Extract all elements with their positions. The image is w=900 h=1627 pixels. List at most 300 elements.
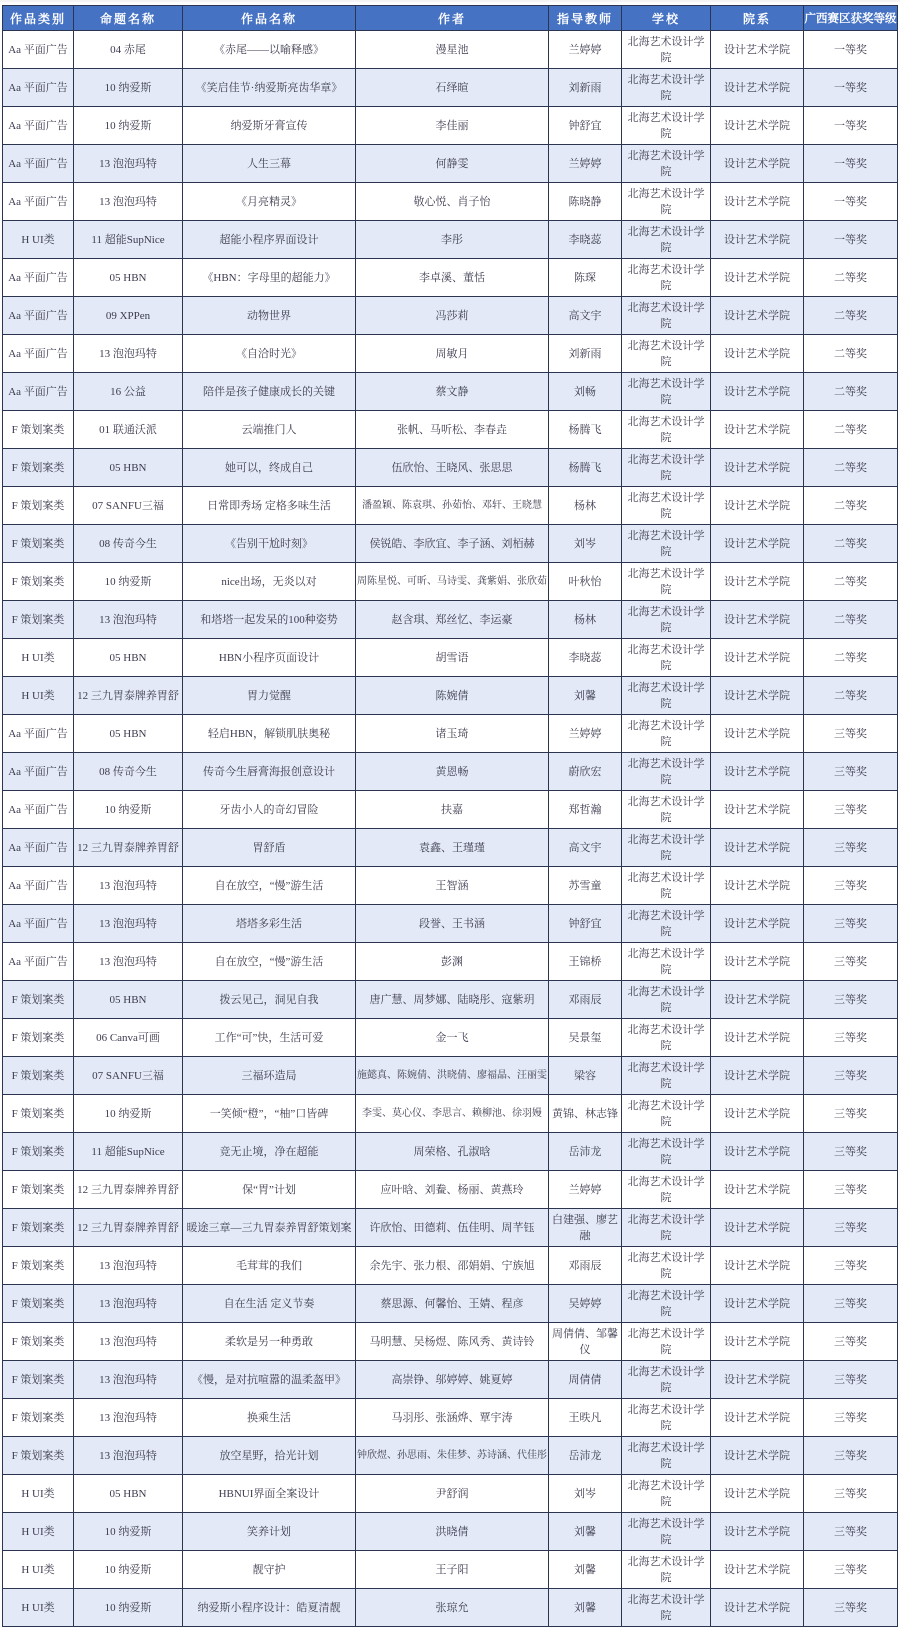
cell-category: F 策划案类 [3,411,74,449]
cell-teacher: 邓雨辰 [549,981,622,1019]
cell-award-level: 三等奖 [804,1019,898,1057]
cell-award-level: 三等奖 [804,1209,898,1247]
cell-award-level: 二等奖 [804,487,898,525]
cell-work-title: 传奇今生唇膏海报创意设计 [183,753,356,791]
cell-proposition: 10 纳爱斯 [74,1513,183,1551]
cell-proposition: 13 泡泡玛特 [74,905,183,943]
cell-work-title: 竞无止境，净在超能 [183,1133,356,1171]
cell-teacher: 刘馨 [549,1513,622,1551]
cell-award-level: 三等奖 [804,1361,898,1399]
cell-department: 设计艺术学院 [711,943,804,981]
table-row [3,411,898,449]
cell-department: 设计艺术学院 [711,677,804,715]
table-row [3,715,898,753]
cell-award-level: 三等奖 [804,943,898,981]
cell-award-level: 二等奖 [804,373,898,411]
cell-category: Aa 平面广告 [3,259,74,297]
cell-teacher: 白建强、廖艺融 [549,1209,622,1247]
cell-category: F 策划案类 [3,449,74,487]
header-cell-school: 学校 [622,6,711,31]
cell-department: 设计艺术学院 [711,791,804,829]
cell-award-level: 二等奖 [804,563,898,601]
cell-authors: 钟欣煜、孙思雨、朱佳梦、苏诗涵、代佳彤 [356,1437,549,1475]
table-row [3,563,898,601]
cell-work-title: 放空星野，拾光计划 [183,1437,356,1475]
cell-teacher: 高文宇 [549,297,622,335]
cell-category: H UI类 [3,1589,74,1627]
cell-work-title: 牙齿小人的奇幻冒险 [183,791,356,829]
cell-proposition: 13 泡泡玛特 [74,1399,183,1437]
cell-work-title: 拨云见己，洞见自我 [183,981,356,1019]
table-row [3,1171,898,1209]
table-row [3,107,898,145]
cell-department: 设计艺术学院 [711,107,804,145]
cell-department: 设计艺术学院 [711,1019,804,1057]
cell-proposition: 12 三九胃泰牌养胃舒 [74,829,183,867]
cell-school: 北海艺术设计学院 [622,601,711,639]
table-row [3,525,898,563]
cell-work-title: 换乘生活 [183,1399,356,1437]
cell-department: 设计艺术学院 [711,1133,804,1171]
cell-school: 北海艺术设计学院 [622,1019,711,1057]
cell-authors: 陈婉倩 [356,677,549,715]
cell-proposition: 12 三九胃泰牌养胃舒 [74,677,183,715]
cell-category: Aa 平面广告 [3,145,74,183]
table-row [3,1475,898,1513]
cell-teacher: 杨林 [549,601,622,639]
cell-category: H UI类 [3,221,74,259]
cell-school: 北海艺术设计学院 [622,905,711,943]
cell-work-title: 自在放空，“慢”游生活 [183,943,356,981]
cell-category: Aa 平面广告 [3,183,74,221]
table-row [3,1361,898,1399]
cell-school: 北海艺术设计学院 [622,1171,711,1209]
table-row [3,221,898,259]
cell-award-level: 二等奖 [804,525,898,563]
cell-category: F 策划案类 [3,1361,74,1399]
table-row [3,449,898,487]
cell-department: 设计艺术学院 [711,601,804,639]
cell-authors: 周陈星悦、可昕、马诗雯、龚紫娟、张欣茹 [356,563,549,601]
cell-school: 北海艺术设计学院 [622,259,711,297]
cell-teacher: 李晓蕊 [549,221,622,259]
table-row [3,1057,898,1095]
cell-authors: 马明慧、吴杨煜、陈风秀、黄诗铃 [356,1323,549,1361]
cell-school: 北海艺术设计学院 [622,829,711,867]
cell-work-title: 三福环造局 [183,1057,356,1095]
cell-department: 设计艺术学院 [711,259,804,297]
cell-school: 北海艺术设计学院 [622,411,711,449]
cell-authors: 蔡思源、何馨怡、王婧、程彦 [356,1285,549,1323]
cell-school: 北海艺术设计学院 [622,1589,711,1627]
cell-department: 设计艺术学院 [711,1323,804,1361]
cell-teacher: 李晓蕊 [549,639,622,677]
cell-category: Aa 平面广告 [3,31,74,69]
cell-proposition: 10 纳爱斯 [74,1095,183,1133]
cell-department: 设计艺术学院 [711,1589,804,1627]
cell-department: 设计艺术学院 [711,639,804,677]
cell-category: F 策划案类 [3,1437,74,1475]
cell-category: F 策划案类 [3,601,74,639]
cell-authors: 余先宇、张力根、邵娟娟、宁族旭 [356,1247,549,1285]
table-row [3,753,898,791]
cell-work-title: 《HBN：字母里的超能力》 [183,259,356,297]
cell-teacher: 兰婷婷 [549,31,622,69]
cell-award-level: 三等奖 [804,1247,898,1285]
cell-category: Aa 平面广告 [3,335,74,373]
cell-work-title: 笑养计划 [183,1513,356,1551]
cell-category: F 策划案类 [3,981,74,1019]
cell-department: 设计艺术学院 [711,69,804,107]
cell-proposition: 16 公益 [74,373,183,411]
cell-department: 设计艺术学院 [711,449,804,487]
cell-school: 北海艺术设计学院 [622,1133,711,1171]
cell-school: 北海艺术设计学院 [622,1361,711,1399]
cell-work-title: 人生三幕 [183,145,356,183]
cell-teacher: 梁容 [549,1057,622,1095]
cell-school: 北海艺术设计学院 [622,1323,711,1361]
cell-proposition: 12 三九胃泰牌养胃舒 [74,1209,183,1247]
cell-proposition: 13 泡泡玛特 [74,867,183,905]
cell-work-title: 工作“可”快，生活可爱 [183,1019,356,1057]
cell-authors: 张帆、马听松、李春垚 [356,411,549,449]
cell-proposition: 05 HBN [74,981,183,1019]
table-row [3,259,898,297]
header-cell-work: 作品名称 [183,6,356,31]
cell-category: F 策划案类 [3,1399,74,1437]
cell-department: 设计艺术学院 [711,1209,804,1247]
cell-school: 北海艺术设计学院 [622,31,711,69]
header-cell-category: 作品类别 [3,6,74,31]
cell-teacher: 杨腾飞 [549,411,622,449]
cell-school: 北海艺术设计学院 [622,791,711,829]
cell-department: 设计艺术学院 [711,563,804,601]
cell-teacher: 岳沛龙 [549,1437,622,1475]
header-row [3,6,898,31]
cell-teacher: 杨林 [549,487,622,525]
cell-category: F 策划案类 [3,563,74,601]
cell-school: 北海艺术设计学院 [622,867,711,905]
table-row [3,943,898,981]
cell-school: 北海艺术设计学院 [622,183,711,221]
cell-award-level: 二等奖 [804,259,898,297]
cell-proposition: 04 赤尾 [74,31,183,69]
header-cell-proposition: 命题名称 [74,6,183,31]
cell-school: 北海艺术设计学院 [622,753,711,791]
table-row [3,487,898,525]
table-row [3,69,898,107]
cell-work-title: 柔软是另一种勇敢 [183,1323,356,1361]
cell-teacher: 周倩倩、邹馨仪 [549,1323,622,1361]
cell-authors: 李佳丽 [356,107,549,145]
cell-work-title: 纳爱斯小程序设计：皓夏清靓 [183,1589,356,1627]
cell-authors: 石绎暄 [356,69,549,107]
cell-award-level: 三等奖 [804,1437,898,1475]
cell-authors: 马羽彤、张涵烨、覃宇涛 [356,1399,549,1437]
table-row [3,31,898,69]
cell-work-title: 日常即秀场 定格多味生活 [183,487,356,525]
cell-authors: 侯锐皓、李欣宜、李子涵、刘栢赫 [356,525,549,563]
cell-award-level: 二等奖 [804,297,898,335]
cell-proposition: 11 超能SupNice [74,221,183,259]
cell-department: 设计艺术学院 [711,753,804,791]
cell-category: F 策划案类 [3,1323,74,1361]
cell-school: 北海艺术设计学院 [622,1551,711,1589]
cell-department: 设计艺术学院 [711,411,804,449]
cell-school: 北海艺术设计学院 [622,1399,711,1437]
cell-authors: 王子阳 [356,1551,549,1589]
cell-department: 设计艺术学院 [711,183,804,221]
cell-proposition: 13 泡泡玛特 [74,1285,183,1323]
cell-authors: 伍欣怡、王晓风、张思思 [356,449,549,487]
table-row [3,1209,898,1247]
cell-award-level: 一等奖 [804,183,898,221]
cell-authors: 诸玉琦 [356,715,549,753]
cell-proposition: 13 泡泡玛特 [74,183,183,221]
cell-proposition: 05 HBN [74,449,183,487]
cell-work-title: 保“胃”计划 [183,1171,356,1209]
cell-authors: 敬心悦、肖子怡 [356,183,549,221]
cell-award-level: 二等奖 [804,449,898,487]
cell-work-title: 暖途三章—三九胃泰养胃舒策划案 [183,1209,356,1247]
table-row [3,373,898,411]
cell-award-level: 二等奖 [804,677,898,715]
cell-work-title: 自在放空，“慢”游生活 [183,867,356,905]
cell-award-level: 三等奖 [804,715,898,753]
cell-category: Aa 平面广告 [3,715,74,753]
cell-school: 北海艺术设计学院 [622,943,711,981]
cell-work-title: 毛茸茸的我们 [183,1247,356,1285]
cell-school: 北海艺术设计学院 [622,335,711,373]
cell-award-level: 二等奖 [804,601,898,639]
cell-department: 设计艺术学院 [711,715,804,753]
cell-proposition: 10 纳爱斯 [74,563,183,601]
cell-school: 北海艺术设计学院 [622,107,711,145]
cell-award-level: 三等奖 [804,1551,898,1589]
cell-department: 设计艺术学院 [711,1285,804,1323]
cell-award-level: 三等奖 [804,981,898,1019]
table-row [3,1247,898,1285]
cell-category: F 策划案类 [3,1019,74,1057]
cell-department: 设计艺术学院 [711,1437,804,1475]
cell-work-title: 陪伴是孩子健康成长的关键 [183,373,356,411]
cell-authors: 赵含琪、郑丝忆、李运豪 [356,601,549,639]
cell-work-title: 《笑启佳节·纳爱斯亮齿华章》 [183,69,356,107]
cell-proposition: 13 泡泡玛特 [74,1437,183,1475]
cell-work-title: 动物世界 [183,297,356,335]
cell-department: 设计艺术学院 [711,1399,804,1437]
cell-award-level: 三等奖 [804,1285,898,1323]
cell-teacher: 王昳凡 [549,1399,622,1437]
header-cell-department: 院系 [711,6,804,31]
cell-proposition: 13 泡泡玛特 [74,1247,183,1285]
cell-school: 北海艺术设计学院 [622,449,711,487]
cell-work-title: 一笑倾“橙”，“柚”口皆碑 [183,1095,356,1133]
cell-award-level: 三等奖 [804,1171,898,1209]
cell-authors: 李卓溪、董恬 [356,259,549,297]
cell-teacher: 兰婷婷 [549,1171,622,1209]
cell-category: F 策划案类 [3,1209,74,1247]
cell-work-title: 超能小程序界面设计 [183,221,356,259]
cell-authors: 周荣格、孔淑晗 [356,1133,549,1171]
cell-category: Aa 平面广告 [3,791,74,829]
table-row [3,677,898,715]
cell-department: 设计艺术学院 [711,905,804,943]
cell-proposition: 06 Canva可画 [74,1019,183,1057]
table-row [3,601,898,639]
header-cell-authors: 作者 [356,6,549,31]
cell-teacher: 吴婷婷 [549,1285,622,1323]
cell-authors: 黄恩畅 [356,753,549,791]
cell-authors: 蔡文静 [356,373,549,411]
cell-authors: 冯莎莉 [356,297,549,335]
cell-school: 北海艺术设计学院 [622,1437,711,1475]
cell-teacher: 刘岑 [549,1475,622,1513]
cell-teacher: 杨腾飞 [549,449,622,487]
cell-school: 北海艺术设计学院 [622,69,711,107]
cell-department: 设计艺术学院 [711,1247,804,1285]
cell-department: 设计艺术学院 [711,1361,804,1399]
cell-category: Aa 平面广告 [3,905,74,943]
cell-department: 设计艺术学院 [711,867,804,905]
cell-category: H UI类 [3,677,74,715]
cell-authors: 洪晓倩 [356,1513,549,1551]
cell-teacher: 邓雨辰 [549,1247,622,1285]
cell-award-level: 三等奖 [804,791,898,829]
cell-teacher: 高文宇 [549,829,622,867]
cell-school: 北海艺术设计学院 [622,1285,711,1323]
cell-award-level: 三等奖 [804,1323,898,1361]
table-row [3,791,898,829]
table-row [3,981,898,1019]
cell-category: F 策划案类 [3,1133,74,1171]
cell-work-title: 和塔塔一起发呆的100种姿势 [183,601,356,639]
cell-work-title: 《赤尾——以喻释感》 [183,31,356,69]
cell-school: 北海艺术设计学院 [622,1513,711,1551]
cell-authors: 高崇铮、邬婷婷、姚夏婷 [356,1361,549,1399]
header-cell-award-level: 广西赛区获奖等级 [804,6,898,31]
table-row [3,639,898,677]
cell-award-level: 二等奖 [804,639,898,677]
cell-proposition: 13 泡泡玛特 [74,601,183,639]
cell-teacher: 郑哲瀚 [549,791,622,829]
cell-department: 设计艺术学院 [711,1095,804,1133]
cell-work-title: 轻启HBN，解锁肌肤奥秘 [183,715,356,753]
table-row [3,1133,898,1171]
cell-proposition: 08 传奇今生 [74,525,183,563]
cell-category: Aa 平面广告 [3,943,74,981]
cell-school: 北海艺术设计学院 [622,221,711,259]
cell-teacher: 钟舒宜 [549,107,622,145]
cell-award-level: 一等奖 [804,31,898,69]
cell-authors: 金一飞 [356,1019,549,1057]
table-row [3,1399,898,1437]
cell-department: 设计艺术学院 [711,1057,804,1095]
cell-teacher: 兰婷婷 [549,715,622,753]
cell-teacher: 叶秋怡 [549,563,622,601]
cell-category: Aa 平面广告 [3,69,74,107]
cell-category: F 策划案类 [3,1171,74,1209]
cell-teacher: 刘畅 [549,373,622,411]
cell-teacher: 刘馨 [549,1551,622,1589]
cell-category: Aa 平面广告 [3,829,74,867]
cell-authors: 潘盈颖、陈袁琪、孙茹怡、邓轩、王晓慧 [356,487,549,525]
cell-authors: 施懿真、陈婉倩、洪晓倩、廖福晶、汪丽雯 [356,1057,549,1095]
cell-authors: 张琼允 [356,1589,549,1627]
table-row [3,905,898,943]
cell-proposition: 05 HBN [74,639,183,677]
table-row [3,1323,898,1361]
table-body [3,31,898,1627]
cell-proposition: 07 SANFU三福 [74,1057,183,1095]
cell-teacher: 钟舒宜 [549,905,622,943]
cell-department: 设计艺术学院 [711,487,804,525]
cell-work-title: 《月亮精灵》 [183,183,356,221]
cell-work-title: 胃舒盾 [183,829,356,867]
cell-authors: 漫星池 [356,31,549,69]
cell-proposition: 13 泡泡玛特 [74,1323,183,1361]
cell-category: Aa 平面广告 [3,297,74,335]
cell-proposition: 10 纳爱斯 [74,1589,183,1627]
cell-authors: 应叶晗、刘鲞、杨丽、黄燕玲 [356,1171,549,1209]
cell-authors: 唐广慧、周梦娜、陆晓彤、寇紫玥 [356,981,549,1019]
cell-teacher: 黄锦、林志锋 [549,1095,622,1133]
cell-category: F 策划案类 [3,1285,74,1323]
cell-category: F 策划案类 [3,487,74,525]
cell-award-level: 三等奖 [804,1095,898,1133]
cell-teacher: 刘新雨 [549,335,622,373]
cell-teacher: 蔚欣宏 [549,753,622,791]
table-row [3,1437,898,1475]
cell-work-title: 她可以，终成自己 [183,449,356,487]
cell-school: 北海艺术设计学院 [622,297,711,335]
cell-school: 北海艺术设计学院 [622,145,711,183]
cell-school: 北海艺术设计学院 [622,981,711,1019]
cell-teacher: 陈琛 [549,259,622,297]
cell-department: 设计艺术学院 [711,373,804,411]
cell-teacher: 王锦桥 [549,943,622,981]
cell-award-level: 二等奖 [804,411,898,449]
cell-proposition: 10 纳爱斯 [74,1551,183,1589]
cell-category: Aa 平面广告 [3,867,74,905]
cell-work-title: HBN小程序页面设计 [183,639,356,677]
cell-teacher: 刘岑 [549,525,622,563]
cell-teacher: 兰婷婷 [549,145,622,183]
cell-authors: 李雯、莫心仪、李思言、赖柳池、徐羽嫚 [356,1095,549,1133]
cell-proposition: 10 纳爱斯 [74,107,183,145]
cell-award-level: 三等奖 [804,1057,898,1095]
cell-work-title: 自在生活 定义节奏 [183,1285,356,1323]
cell-proposition: 07 SANFU三福 [74,487,183,525]
cell-school: 北海艺术设计学院 [622,677,711,715]
cell-award-level: 三等奖 [804,1589,898,1627]
cell-work-title: 纳爱斯牙膏宣传 [183,107,356,145]
cell-authors: 扶嘉 [356,791,549,829]
cell-school: 北海艺术设计学院 [622,1475,711,1513]
cell-teacher: 刘馨 [549,1589,622,1627]
cell-award-level: 三等奖 [804,867,898,905]
cell-award-level: 三等奖 [804,1399,898,1437]
cell-teacher: 陈晓静 [549,183,622,221]
cell-authors: 彭渊 [356,943,549,981]
cell-department: 设计艺术学院 [711,297,804,335]
cell-category: Aa 平面广告 [3,107,74,145]
cell-school: 北海艺术设计学院 [622,1247,711,1285]
cell-category: H UI类 [3,639,74,677]
cell-teacher: 吴景玺 [549,1019,622,1057]
cell-authors: 段誉、王书涵 [356,905,549,943]
cell-authors: 王智涵 [356,867,549,905]
